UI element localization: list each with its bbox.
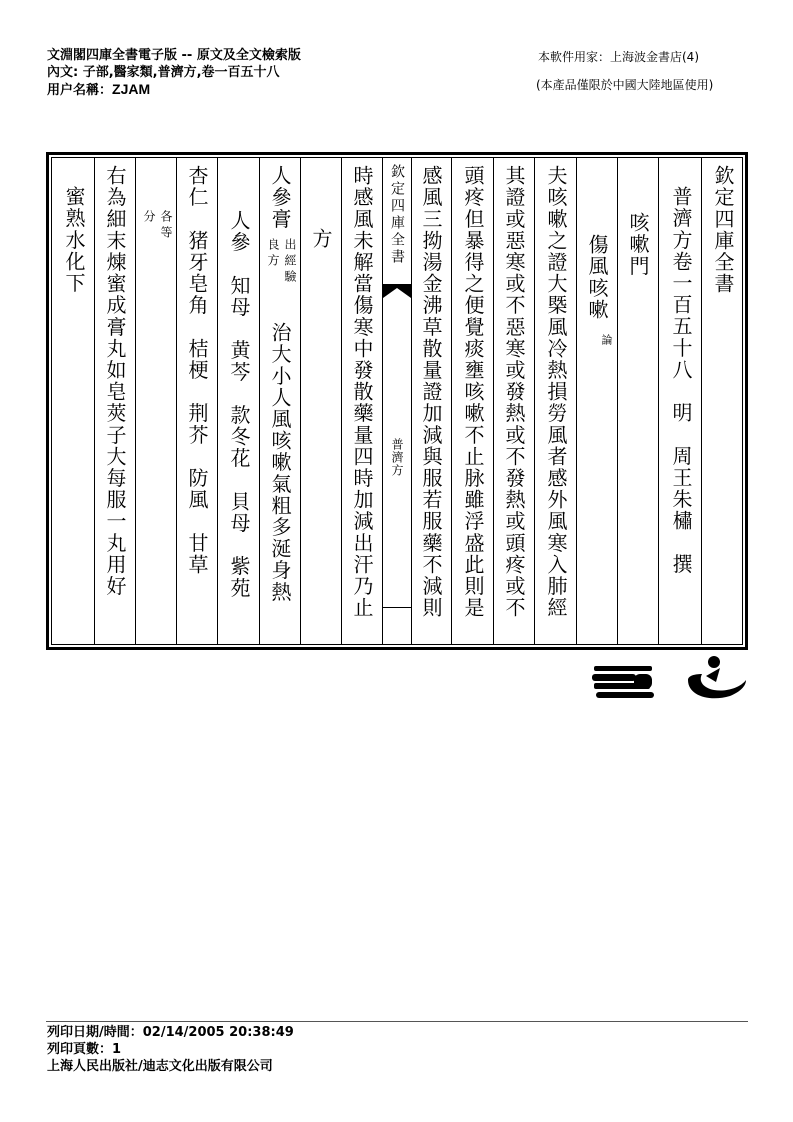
column-7 [451, 158, 493, 644]
restriction-text: (本產品僅限於中國大陸地區使用) [536, 78, 714, 92]
content-path: 內文: 子部,醫家類,普濟方,卷一百五十八 [47, 65, 280, 80]
column-3 [617, 158, 658, 644]
column-text: 頭疼但暴得之便覺痰壅咳嗽不止脉雖浮盛此則是 [461, 165, 485, 619]
column-text: 其證或惡寒或不惡寒或發熱或不發熱或頭疼或不 [502, 165, 526, 619]
column-text: 感風三拗湯金沸草散量證加減與服若服藥不減則 [419, 165, 443, 619]
publisher-logo [590, 652, 750, 708]
print-date: 列印日期/時間：02/14/2005 20:38:49 [47, 1025, 294, 1040]
column-15 [135, 158, 176, 644]
user-row [47, 81, 150, 99]
column-16 [94, 158, 135, 644]
column-text: 傷風咳嗽 [585, 234, 609, 321]
column-text: 欽定四庫全書 [711, 165, 735, 295]
center-book-name: 普濟方 [390, 438, 404, 477]
column-text: 方 [309, 228, 333, 250]
column-6 [493, 158, 534, 644]
column-text: 杏仁 猪牙皂角 桔梗 荆芥 防風 甘草 [185, 165, 209, 576]
column-text: 夫咳嗽之證大槩風冷熱損勞風者感外風寒入肺經 [544, 165, 568, 619]
text-grid [51, 157, 743, 645]
column-text: 右為細末煉蜜成膏丸如皂莢子大每服一丸用好 [103, 165, 127, 597]
column-1 [701, 158, 743, 644]
column-17 [52, 158, 94, 644]
column-11 [300, 158, 341, 644]
column-8 [411, 158, 451, 644]
column-10 [341, 158, 382, 644]
dosage-note: 各等分 [142, 210, 173, 242]
footer-divider [46, 1021, 748, 1022]
page-frame [46, 152, 748, 650]
source-note: 出經驗良方 [266, 238, 297, 286]
app-title: 文淵閣四庫全書電子版 -- 原文及全文檢索版 [47, 48, 301, 63]
print-pages: 列印頁數：1 [47, 1042, 122, 1057]
column-text-head: 人參膏 [268, 165, 292, 230]
column-2 [658, 158, 701, 644]
column-text: 蜜熟水化下 [62, 186, 86, 294]
column-4 [576, 158, 617, 644]
user-label: 用户名稱： [47, 83, 113, 98]
user-name: ZJAM [112, 81, 151, 97]
center-band [382, 158, 411, 644]
column-text-tail: 治大小人風咳嗽氣粗多涎身熱 [268, 322, 292, 603]
center-divider [383, 607, 411, 608]
fishtail-mark [383, 284, 411, 300]
annotation-note: 論 [600, 334, 613, 348]
column-text: 時感風未解當傷寒中發散藥量四時加減出汗乃止 [350, 165, 374, 619]
column-text: 咳嗽門 [626, 212, 650, 277]
column-12 [259, 158, 300, 644]
column-13 [217, 158, 259, 644]
licensee-text: 本軟件用家：上海波金書店(4) [538, 50, 699, 64]
publisher: 上海人民出版社/迪志文化出版有限公司 [47, 1059, 273, 1074]
column-5 [534, 158, 576, 644]
column-text: 人參 知母 黄芩 款冬花 貝母 紫苑 [227, 210, 251, 599]
column-14 [176, 158, 217, 644]
column-text: 普濟方卷一百五十八 明 周王朱橚 撰 [669, 186, 693, 575]
center-book-title: 欽定四庫全書 [389, 164, 405, 266]
